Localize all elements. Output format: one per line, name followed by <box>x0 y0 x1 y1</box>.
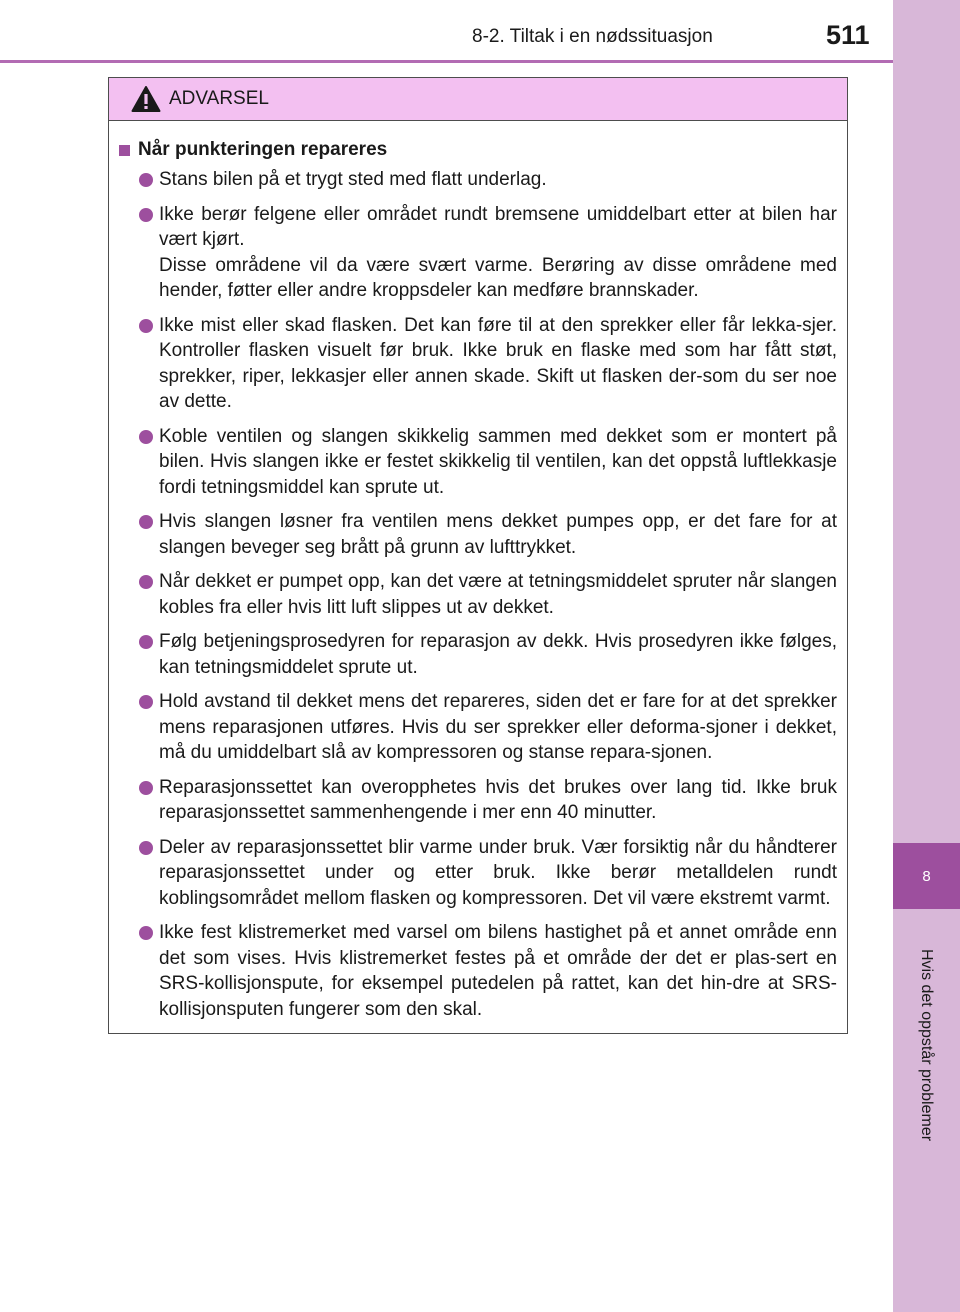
bullet-dot-icon <box>139 430 153 444</box>
list-item <box>117 775 839 826</box>
warning-heading: Når punkteringen repareres <box>138 139 388 160</box>
list-item-paragraph: Reparasjonssettet kan overopphetes hvis det brukes over lang tid. Ikke bruk reparasjonssettet sammenhengende i mer enn 40 minutter. <box>159 776 837 823</box>
list-item <box>117 202 839 304</box>
list-item-text <box>159 313 839 415</box>
list-item-text <box>159 569 839 620</box>
list-item-paragraph: Stans bilen på et trygt sted med flatt underlag. <box>159 169 547 190</box>
list-item <box>117 569 839 620</box>
list-item-paragraph: Deler av reparasjonssettet blir varme under bruk. Vær forsiktig når du håndterer reparasjonssettet under og etter bruk. Ikke berør metalldelen rundt koblingsområdet mellom flasken og kompressoren. Det vil være ekstremt varmt. <box>159 836 837 909</box>
chapter-label: Hvis det oppstår problemer <box>918 948 935 1142</box>
list-item <box>117 629 839 680</box>
list-item <box>117 920 839 1022</box>
list-item-text <box>159 202 839 304</box>
list-item-text <box>159 509 839 560</box>
list-item <box>117 424 839 501</box>
list-item-paragraph: Hold avstand til dekket mens det repareres, siden det er fare for at det sprekker mens reparasjonen utføres. Hvis du ser sprekker eller deforma-sjoner i dekket, må du umiddelbart slå av kompressoren og stanse repara-sjonen. <box>159 691 837 763</box>
list-item-text <box>159 629 839 680</box>
chapter-number-box <box>893 843 960 909</box>
section-title: 8-2. Tiltak i en nødssituasjon <box>472 26 713 47</box>
list-item-text <box>159 689 839 766</box>
list-item <box>117 313 839 415</box>
bullet-dot-icon <box>139 575 153 589</box>
bullet-dot-icon <box>139 695 153 709</box>
bullet-dot-icon <box>139 635 153 649</box>
list-item-paragraph: Når dekket er pumpet opp, kan det være at tetningsmiddelet spruter når slangen kobles fra eller hvis litt luft slippes ut av dekket. <box>159 571 837 618</box>
bullet-dot-icon <box>139 926 153 940</box>
warning-body <box>109 121 847 1022</box>
list-item-paragraph: Ikke mist eller skad flasken. Det kan føre til at den sprekker eller får lekka-sjer. Kontroller flasken visuelt før bruk. Ikke bruk en flaske med som har fått støt, sprekker, riper, lekkasjer eller annen skade. Skift ut flasken der-som du ser noe av dette. <box>159 314 837 412</box>
list-item-text <box>159 424 839 501</box>
list-item <box>117 167 839 193</box>
list-item-text <box>159 920 839 1022</box>
list-item-paragraph: Disse områdene vil da være svært varme. Berøring av disse områdene med hender, føtter eller andre kroppsdeler kan medføre brannskader. <box>159 254 837 301</box>
list-item-paragraph: Koble ventilen og slangen skikkelig sammen med dekket som er montert på bilen. Hvis slangen ikke er festet skikkelig til ventilen, kan det oppstå luftlekkasje fordi tetningsmiddel kan sprute ut. <box>159 425 837 498</box>
header-rule <box>0 60 893 63</box>
list-item-paragraph: Ikke berør felgene eller området rundt bremsene umiddelbart etter at bilen har vært kjørt. <box>159 203 837 250</box>
list-item <box>117 835 839 912</box>
warning-title: ADVARSEL <box>169 88 269 109</box>
list-item-text <box>159 835 839 912</box>
list-item-paragraph: Følg betjeningsprosedyren for reparasjon av dekk. Hvis prosedyren ikke følges, kan tetningsmiddelet sprute ut. <box>159 631 837 678</box>
square-bullet-icon <box>119 145 130 156</box>
list-item-paragraph: Ikke fest klistremerket med varsel om bilens hastighet på et annet område enn det som vises. Hvis klistremerket festes på et område der det er plas-sert en SRS-kollisjonspute, for eksempel putedelen på rattet, kan det hin-dre at SRS-kollisjonsputen fungerer som den skal. <box>159 922 837 1020</box>
chapter-number: 8 <box>922 867 931 885</box>
page-number: 511 <box>826 20 870 50</box>
bullet-dot-icon <box>139 319 153 333</box>
bullet-dot-icon <box>139 781 153 795</box>
list-item <box>117 509 839 560</box>
warning-header <box>109 78 847 121</box>
bullet-dot-icon <box>139 208 153 222</box>
warning-heading-row <box>117 139 839 161</box>
bullet-dot-icon <box>139 515 153 529</box>
warning-box <box>108 77 848 1034</box>
bullet-dot-icon <box>139 173 153 187</box>
list-item-text <box>159 167 839 193</box>
list-item-paragraph: Hvis slangen løsner fra ventilen mens dekket pumpes opp, er det fare for at slangen beveger seg brått på grunn av lufttrykket. <box>159 511 837 558</box>
warning-triangle-icon <box>131 85 161 113</box>
bullet-dot-icon <box>139 841 153 855</box>
list-item-text <box>159 775 839 826</box>
list-item <box>117 689 839 766</box>
warning-list <box>117 167 839 1022</box>
